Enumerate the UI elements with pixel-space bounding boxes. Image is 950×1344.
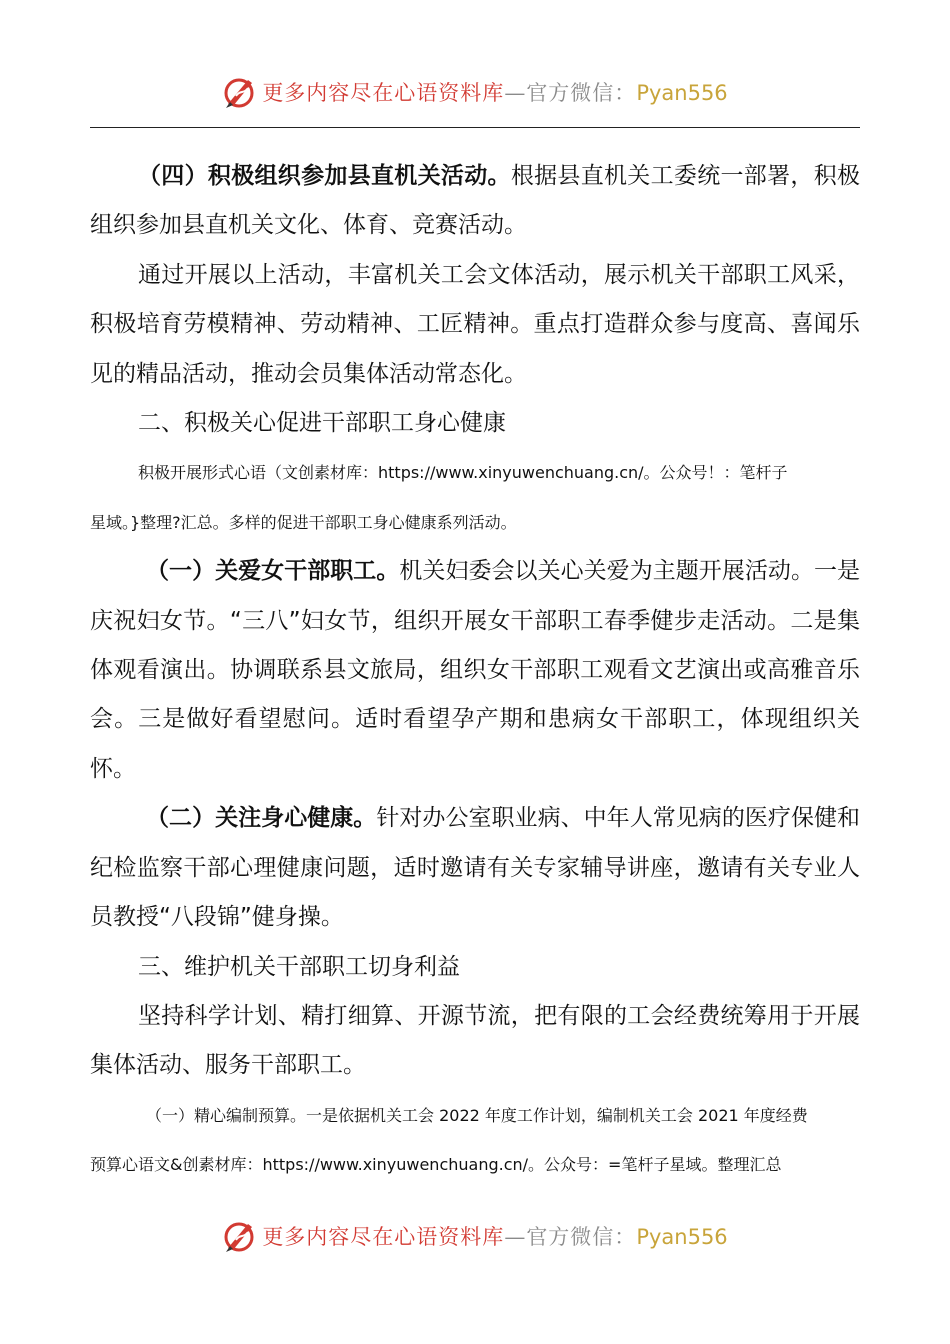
paragraph-3 <box>90 547 860 794</box>
pen-logo-icon <box>222 1218 258 1254</box>
paragraph-4 <box>90 794 860 942</box>
document-body <box>90 152 860 1190</box>
footer-slogan: 更多内容尽在心语资料库 <box>262 1225 505 1249</box>
paragraph-4-heading: （二）关注身心健康。 <box>146 805 377 832</box>
paragraph-5: 坚持科学计划、精打细算、开源节流，把有限的工会经费统筹用于开展集体活动、服务干部职工。 <box>90 1002 860 1079</box>
header-slogan: 更多内容尽在心语资料库 <box>262 81 505 105</box>
paragraph-3-text: 机关妇委会以关心关爱为主题开展活动。一是庆祝妇女节。“三八”妇女节，组织开展女干部职工春季健步走活动。二是集体观看演出。协调联系县文旅局，组织女干部职工观看文艺演出或高雅音乐会。三是做好看望慰问。适时看望孕产期和患病女干部职工，体现组织关怀。 <box>90 558 861 782</box>
footer-dash: — <box>504 1225 527 1249</box>
header-wechat-label: 官方微信： <box>526 81 637 105</box>
header-banner <box>0 72 950 112</box>
paragraph-4-text: 针对办公室职业病、中年人常见病的医疗保健和纪检监察干部心理健康问题，适时邀请有关专家辅导讲座，邀请有关专业人员教授“八段锦”健身操。 <box>90 805 861 931</box>
footer-wechat-id: Pyan556 <box>636 1225 728 1249</box>
paragraph-1 <box>90 152 860 251</box>
paragraph-2: 通过开展以上活动，丰富机关工会文体活动，展示机关干部职工风采，积极培育劳模精神、劳动精神、工匠精神。重点打造群众参与度高、喜闻乐见的精品活动，推动会员集体活动常态化。 <box>90 261 860 387</box>
header-divider <box>90 127 860 128</box>
paragraph-1-heading: （四）积极组织参加县直机关活动。 <box>138 163 511 189</box>
section-heading-3: 三、维护机关干部职工切身利益 <box>138 953 460 980</box>
pen-logo-icon <box>222 74 258 110</box>
header-text <box>262 77 727 107</box>
footer-banner <box>0 1216 950 1256</box>
header-dash: — <box>504 81 527 105</box>
paragraph-1-text: 根据县直机关工委统一部署，积极组织参加县直机关文化、体育、竞赛活动。 <box>90 163 861 239</box>
small-text-line-1: 积极开展形式心语（文创素材库：https://www.xinyuwenchuang.cn/。公众号！：笔杆子 <box>138 463 788 483</box>
header-wechat-id: Pyan556 <box>636 81 728 105</box>
paragraph-3-heading: （一）关爱女干部职工。 <box>146 558 400 585</box>
small-text-line-2: 星域。}整理?汇总。多样的促进干部职工身心健康系列活动。 <box>90 512 517 532</box>
small-text-line-3: （一）精心编制预算。一是依据机关工会 2022 年度工作计划，编制机关工会 2021 年度经费 <box>146 1105 808 1125</box>
footer-wechat-label: 官方微信： <box>526 1225 637 1249</box>
small-text-line-4: 预算心语文&创素材库：https://www.xinyuwenchuang.cn/。公众号：=笔杆子星域。整理汇总 <box>90 1155 782 1175</box>
section-heading-2: 二、积极关心促进干部职工身心健康 <box>138 410 506 437</box>
footer-text <box>262 1221 727 1251</box>
